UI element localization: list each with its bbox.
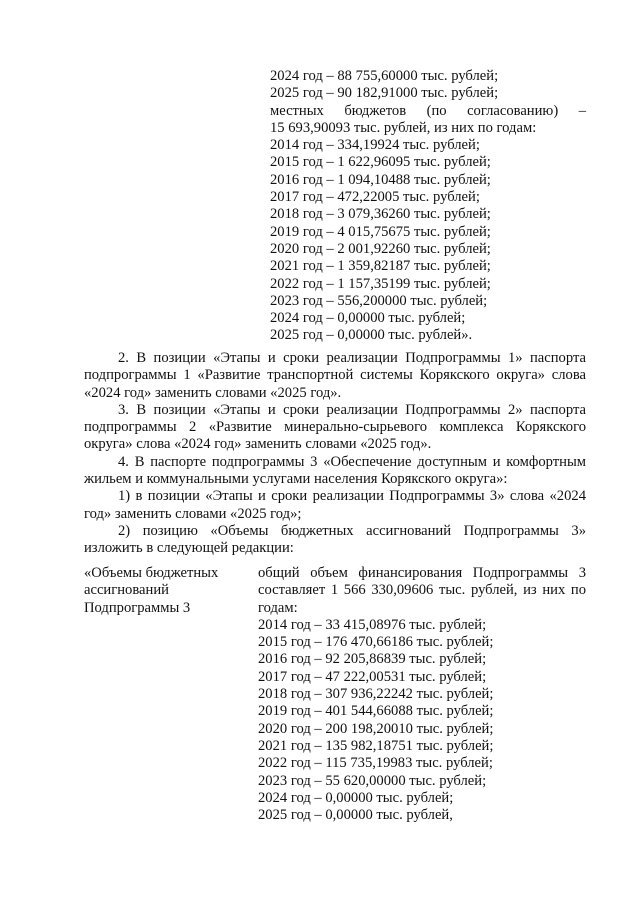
paragraph-4-2 bbox=[84, 523, 586, 558]
paragraph-line: 2. В позиции «Этапы и сроки реализации Подпрограммы 1» паспорта bbox=[118, 350, 586, 366]
label-line: «Объемы бюджетных bbox=[84, 565, 219, 581]
year-line: 2014 год – 334,19924 тыс. рублей; bbox=[270, 137, 480, 154]
year-line: 2025 год – 0,00000 тыс. рублей, bbox=[258, 807, 453, 824]
year-line: 2019 год – 401 544,66088 тыс. рублей; bbox=[258, 703, 494, 720]
funding-line: 2025 год – 90 182,91000 тыс. рублей; bbox=[270, 85, 499, 102]
value-line: составляет 1 566 330,09606 тыс. рублей, из них по bbox=[258, 582, 586, 599]
year-line: 2023 год – 556,200000 тыс. рублей; bbox=[270, 292, 488, 309]
paragraph-4 bbox=[84, 454, 586, 489]
year-line: 2014 год – 33 415,08976 тыс. рублей; bbox=[258, 616, 487, 633]
year-line: 2020 год – 200 198,20010 тыс. рублей; bbox=[258, 720, 494, 737]
year-line: 2024 год – 0,00000 тыс. рублей; bbox=[258, 789, 454, 806]
paragraph-line: 2) позицию «Объемы бюджетных ассигнований Подпрограммы 3» bbox=[118, 522, 586, 539]
paragraph-line: жильем и коммунальными услугами населения Корякского округа»: bbox=[84, 471, 508, 488]
paragraph-2 bbox=[84, 350, 586, 402]
year-line: 2025 год – 0,00000 тыс. рублей». bbox=[270, 327, 473, 344]
paragraph-4-1 bbox=[84, 488, 586, 523]
year-line: 2015 год – 176 470,66186 тыс. рублей; bbox=[258, 634, 494, 651]
paragraph-line: 3. В позиции «Этапы и сроки реализации Подпрограммы 2» паспорта bbox=[118, 401, 586, 418]
local-budgets-total: 15 693,90093 тыс. рублей, из них по годам: bbox=[270, 119, 537, 136]
paragraph-line: округа» слова «2024 год» заменить словами «2025 год». bbox=[84, 436, 432, 453]
paragraph-line: год» заменить словами «2025 год»; bbox=[84, 505, 302, 522]
year-line: 2017 год – 47 222,00531 тыс. рублей; bbox=[258, 668, 487, 685]
year-line: 2021 год – 1 359,82187 тыс. рублей; bbox=[270, 258, 491, 275]
year-line: 2016 год – 92 205,86839 тыс. рублей; bbox=[258, 651, 487, 668]
year-line: 2018 год – 307 936,22242 тыс. рублей; bbox=[258, 686, 494, 703]
value-line: годам: bbox=[258, 599, 298, 616]
table-value-cell bbox=[258, 565, 586, 824]
year-line: 2024 год – 0,00000 тыс. рублей; bbox=[270, 310, 466, 327]
table-label-cell bbox=[84, 565, 244, 617]
year-line: 2022 год – 115 735,19983 тыс. рублей; bbox=[258, 755, 493, 772]
paragraph-line: 4. В паспорте подпрограммы 3 «Обеспечение доступным и комфортным bbox=[118, 453, 586, 470]
year-line: 2017 год – 472,22005 тыс. рублей; bbox=[270, 189, 480, 206]
local-budgets-heading: местных бюджетов (по согласованию) – bbox=[270, 102, 586, 119]
paragraph-line: изложить в следующей редакции: bbox=[84, 540, 294, 557]
paragraph-line: 1) в позиции «Этапы и сроки реализации Подпрограммы 3» слова «2024 bbox=[118, 488, 586, 505]
paragraph-line: «2024 год» заменить словами «2025 год». bbox=[84, 384, 342, 401]
funding-continuation-list bbox=[270, 68, 586, 345]
label-line: Подпрограммы 3 bbox=[84, 599, 191, 616]
year-line: 2020 год – 2 001,92260 тыс. рублей; bbox=[270, 240, 491, 257]
paragraph-3 bbox=[84, 402, 586, 454]
year-line: 2015 год – 1 622,96095 тыс. рублей; bbox=[270, 154, 491, 171]
amendment-paragraphs bbox=[84, 350, 586, 558]
year-line: 2016 год – 1 094,10488 тыс. рублей; bbox=[270, 171, 491, 188]
paragraph-line: подпрограммы 2 «Развитие минерально-сырьевого комплекса Корякского bbox=[84, 419, 586, 436]
year-line: 2021 год – 135 982,18751 тыс. рублей; bbox=[258, 737, 494, 754]
year-line: 2018 год – 3 079,36260 тыс. рублей; bbox=[270, 206, 491, 223]
year-line: 2022 год – 1 157,35199 тыс. рублей; bbox=[270, 275, 491, 292]
year-line: 2019 год – 4 015,75675 тыс. рублей; bbox=[270, 223, 491, 240]
funding-line: 2024 год – 88 755,60000 тыс. рублей; bbox=[270, 68, 499, 84]
value-line: общий объем финансирования Подпрограммы 3 bbox=[258, 565, 586, 581]
paragraph-line: подпрограммы 1 «Развитие транспортной системы Корякского округа» слова bbox=[84, 367, 586, 384]
label-line: ассигнований bbox=[84, 582, 169, 599]
year-line: 2023 год – 55 620,00000 тыс. рублей; bbox=[258, 772, 487, 789]
